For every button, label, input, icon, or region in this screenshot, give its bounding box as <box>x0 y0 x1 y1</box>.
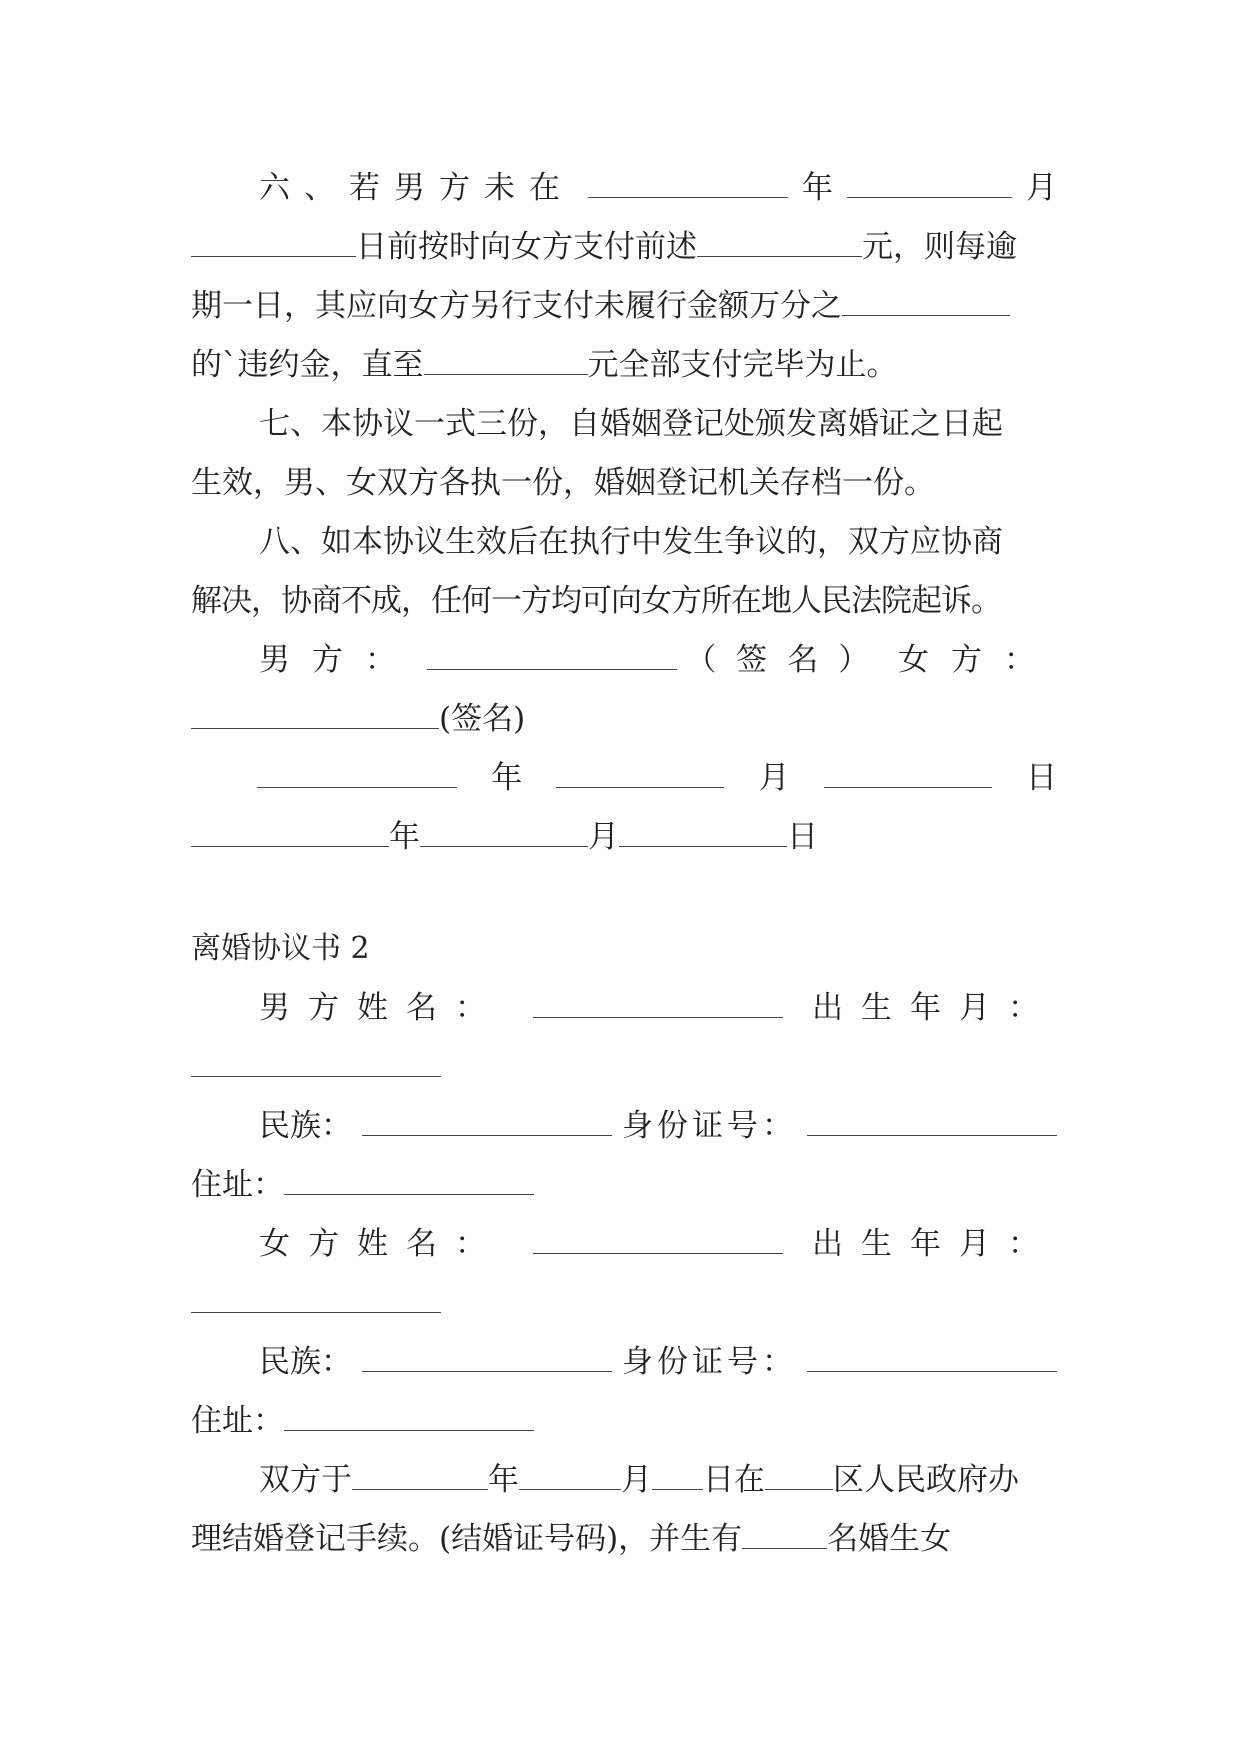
male-birth-line <box>191 1046 1057 1088</box>
male-ethnicity-label: 民族： <box>259 1108 352 1144</box>
clause-6-line-3 <box>191 285 1057 327</box>
clause-6-text-b: 元，则每逾 <box>862 229 1017 265</box>
clause-6-line-1 <box>191 167 1057 209</box>
date-line-2 <box>191 816 1057 858</box>
clause-7-text-2: 生效，男、女双方各执一份，婚姻登记机关存档一份。 <box>191 465 935 501</box>
clause-7-line-2 <box>191 462 1057 504</box>
female-id-blank[interactable] <box>807 1341 1057 1372</box>
month-label: 月 <box>1026 170 1057 206</box>
male-ethnicity-line <box>191 1105 1057 1147</box>
date-day-blank-2[interactable] <box>619 816 787 847</box>
female-ethnicity-line <box>191 1341 1057 1383</box>
marriage-text-c: 月 <box>621 1462 652 1498</box>
date-month-blank-1[interactable] <box>556 757 724 788</box>
male-address-line <box>191 1164 1057 1206</box>
male-name-label: 男方姓名： <box>259 990 504 1026</box>
date-day-label-1: 日 <box>1025 760 1057 796</box>
female-signature-label: 女方： <box>897 642 1057 678</box>
children-count-blank[interactable] <box>742 1518 827 1549</box>
clause-6-line-4 <box>191 344 1057 386</box>
ratio-blank[interactable] <box>842 285 1010 316</box>
date-line-1 <box>191 757 1057 799</box>
marriage-text-e: 区人民政府办 <box>833 1462 1019 1498</box>
female-address-label: 住址： <box>191 1403 284 1439</box>
marriage-month-blank[interactable] <box>519 1459 621 1490</box>
marriage-year-blank[interactable] <box>352 1459 488 1490</box>
female-birth-line <box>191 1282 1057 1324</box>
female-id-label: 身份证号： <box>622 1344 797 1380</box>
marriage-text-g: 名婚生女 <box>827 1521 952 1557</box>
date-month-blank-2[interactable] <box>420 816 588 847</box>
clause-6-text-a: 日前按时向女方支付前述 <box>356 229 697 265</box>
signature-line-1 <box>191 639 1057 681</box>
clause-6-text-c: 期一日，其应向女方另行支付未履行金额万分之 <box>191 288 842 324</box>
clause-6-line-2 <box>191 226 1057 268</box>
date-day-blank-1[interactable] <box>824 757 992 788</box>
male-address-label: 住址： <box>191 1167 284 1203</box>
female-ethnicity-label: 民族： <box>259 1344 352 1380</box>
male-signature-label: 男方： <box>259 642 418 678</box>
total-amount-blank[interactable] <box>424 344 588 375</box>
male-signature-blank[interactable] <box>427 639 677 670</box>
clause-8-text-1: 八、如本协议生效后在执行中发生争议的，双方应协商 <box>259 524 1003 560</box>
date-year-blank-1[interactable] <box>257 757 457 788</box>
clause-7-text-1: 七、本协议一式三份，自婚姻登记处颁发离婚证之日起 <box>259 406 1003 442</box>
female-address-line <box>191 1400 1057 1442</box>
clause-8-line-2 <box>191 580 1057 622</box>
clause-7-line-1 <box>191 403 1057 445</box>
sign-note-2: (签名) <box>439 701 526 737</box>
female-birth-blank[interactable] <box>191 1282 441 1313</box>
male-birth-label: 出生年月： <box>812 990 1057 1026</box>
male-birth-blank[interactable] <box>191 1046 441 1077</box>
marriage-district-blank[interactable] <box>765 1459 833 1490</box>
date-year-blank-2[interactable] <box>191 816 389 847</box>
marriage-text-a: 双方于 <box>259 1462 352 1498</box>
male-name-blank[interactable] <box>533 987 783 1018</box>
clause-8-text-2: 解决，协商不成，任何一方均可向女方所在地人民法院起诉。 <box>191 583 1001 619</box>
year-blank[interactable] <box>588 167 788 198</box>
male-id-blank[interactable] <box>807 1105 1057 1136</box>
clause-6-label: 六、若男方未在 <box>259 170 574 206</box>
signature-line-2 <box>191 698 1057 740</box>
month-blank[interactable] <box>847 167 1012 198</box>
day-blank[interactable] <box>191 226 356 257</box>
sign-note: （签名） <box>685 642 890 678</box>
male-ethnicity-blank[interactable] <box>362 1105 612 1136</box>
date-year-label-2: 年 <box>389 819 420 855</box>
female-ethnicity-blank[interactable] <box>362 1341 612 1372</box>
male-address-blank[interactable] <box>284 1164 534 1195</box>
male-id-label: 身份证号： <box>622 1108 797 1144</box>
marriage-line-2 <box>191 1518 1057 1560</box>
agreement-2-title <box>191 928 1057 970</box>
clause-6-text-e: 元全部支付完毕为止。 <box>587 347 898 383</box>
clause-8-line-1 <box>191 521 1057 563</box>
date-month-label-1: 月 <box>758 760 790 796</box>
date-year-label-1: 年 <box>491 760 523 796</box>
male-name-line <box>191 987 1057 1029</box>
date-month-label-2: 月 <box>588 819 619 855</box>
marriage-text-f: 理结婚登记手续。(结婚证号码)，并生有 <box>191 1521 743 1557</box>
female-address-blank[interactable] <box>284 1400 534 1431</box>
female-name-blank[interactable] <box>533 1223 783 1254</box>
amount-blank[interactable] <box>697 226 862 257</box>
marriage-line-1 <box>191 1459 1057 1501</box>
female-name-label: 女方姓名： <box>259 1226 504 1262</box>
female-signature-blank[interactable] <box>191 698 439 729</box>
marriage-text-b: 年 <box>488 1462 519 1498</box>
marriage-text-d: 日在 <box>703 1462 765 1498</box>
female-birth-label: 出生年月： <box>812 1226 1057 1262</box>
female-name-line <box>191 1223 1057 1265</box>
date-day-label-2: 日 <box>787 819 818 855</box>
year-label: 年 <box>802 170 833 206</box>
marriage-day-blank[interactable] <box>652 1459 703 1490</box>
agreement-2-title-text: 离婚协议书 2 <box>191 931 370 966</box>
clause-6-text-d: 的`违约金，直至 <box>191 347 424 383</box>
